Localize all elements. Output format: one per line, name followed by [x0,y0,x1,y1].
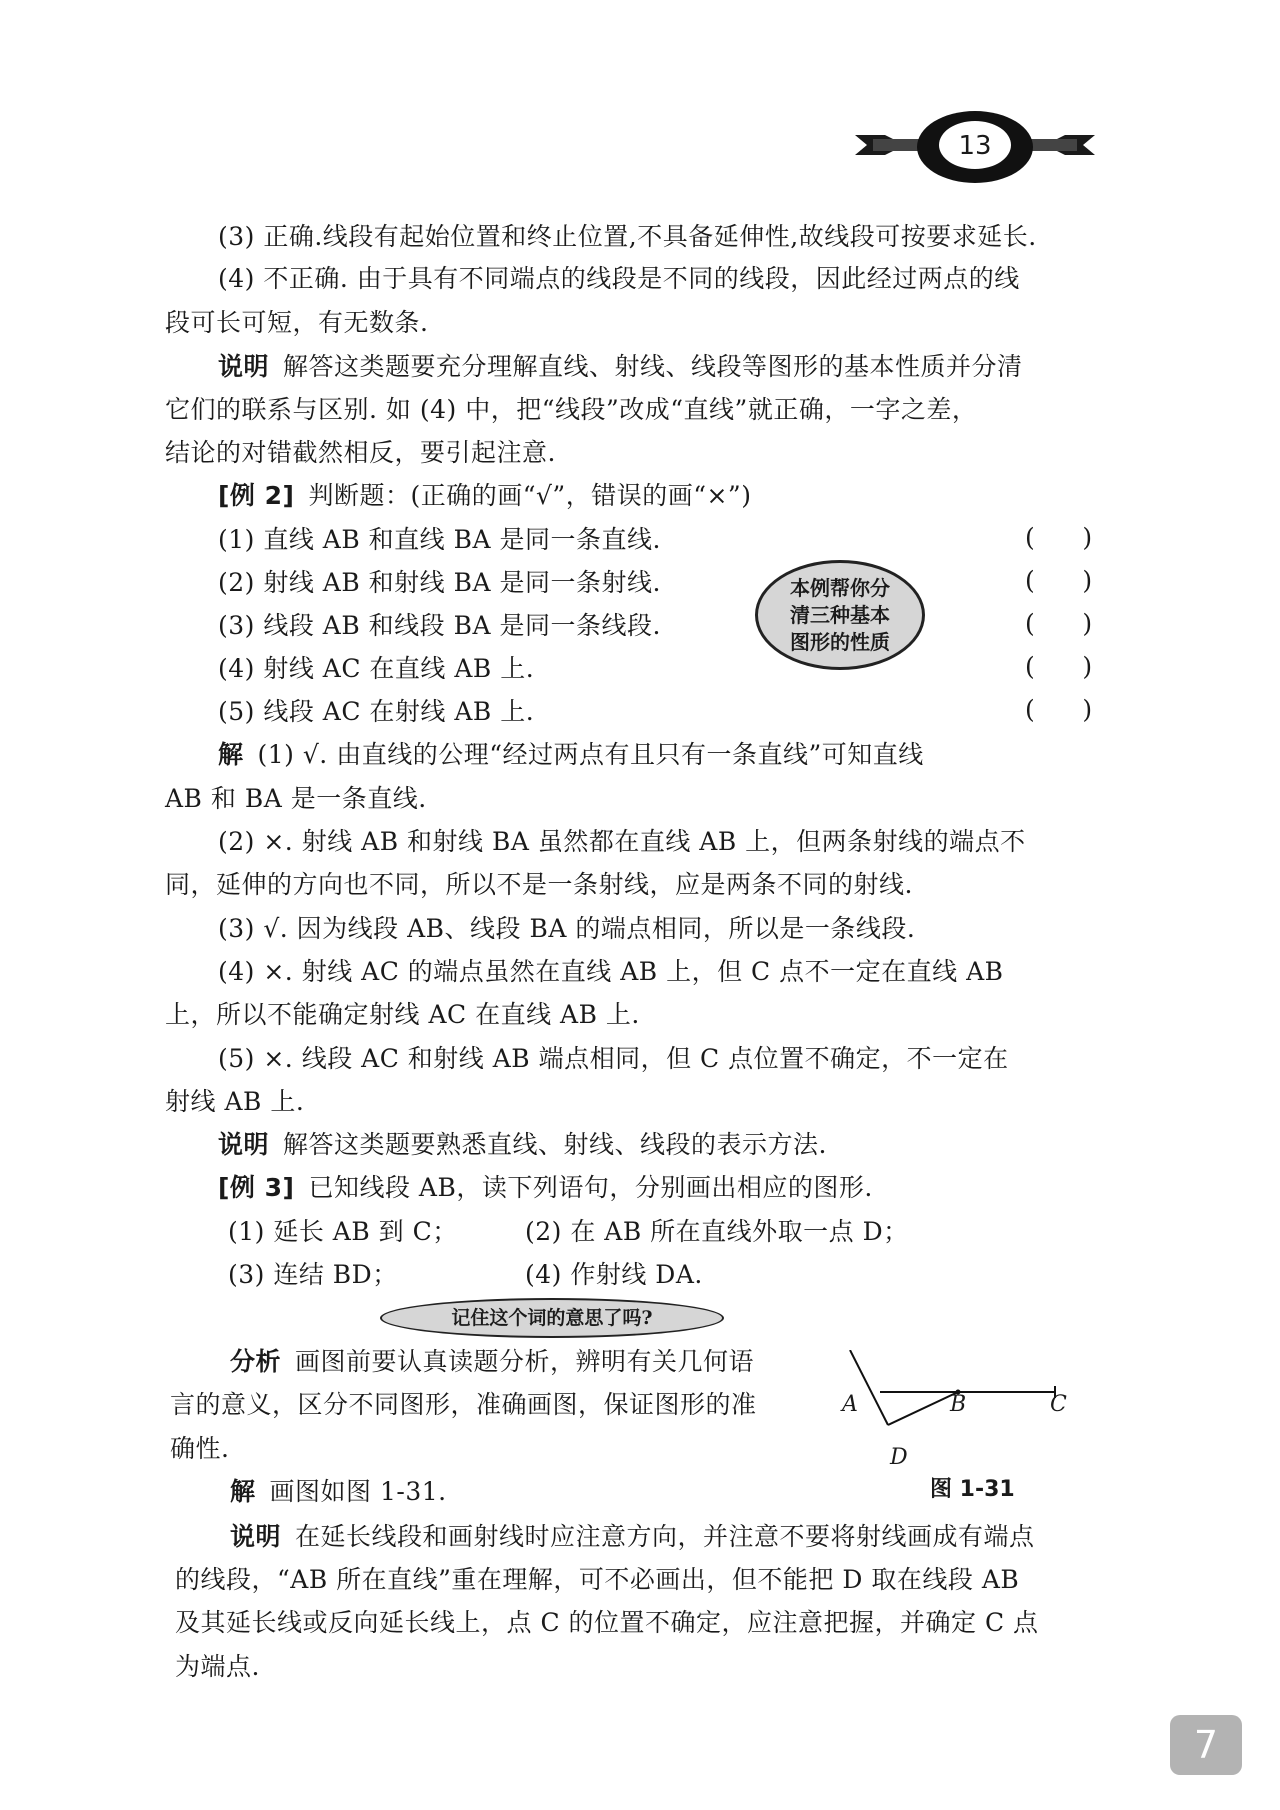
text-line: (2) ×. 射线 AB 和射线 BA 虽然都在直线 AB 上，但两条射线的端点不 [218,827,1026,856]
task-item: (3) 连结 BD； [228,1260,398,1289]
text-line: [例 2] 判断题：(正确的画“√”，错误的画“×”) [218,481,752,510]
text-line: 结论的对错截然相反，要引起注意. [165,438,556,467]
question-line: (5) 线段 AC 在射线 AB 上. [218,697,535,726]
text-line: 说明 在延长线段和画射线时应注意方向，并注意不要将射线画成有端点 [230,1522,1035,1551]
point-label-d: D [890,1445,908,1470]
text-line: (5) ×. 线段 AC 和射线 AB 端点相同，但 C 点位置不确定，不一定在 [218,1044,1009,1073]
text-line: 射线 AB 上. [165,1087,305,1116]
question-line: (4) 射线 AC 在直线 AB 上. [218,654,535,683]
point-label-a: A [842,1392,858,1417]
task-item: (4) 作射线 DA. [525,1260,703,1289]
answer-blank: ( ) [1025,566,1093,595]
figure-caption: 图 1-31 [930,1477,1015,1502]
tip-badge [755,560,925,670]
question-line: (3) 线段 AB 和线段 BA 是同一条线段. [218,611,661,640]
corner-page-badge [1170,1715,1242,1775]
text-line: (4) 不正确. 由于具有不同端点的线段是不同的线段，因此经过两点的线 [218,264,1020,293]
text-line: (3) √. 因为线段 AB、线段 BA 的端点相同，所以是一条线段. [218,914,916,943]
text-line: [例 3] 已知线段 AB，读下列语句，分别画出相应的图形. [218,1173,873,1202]
point-label-b: B [950,1392,967,1417]
text-line: AB 和 BA 是一条直线. [165,784,427,813]
text-line: 同，延伸的方向也不同，所以不是一条射线，应是两条不同的射线. [165,870,913,899]
tip-badge-line: 图形的性质 [790,630,890,654]
text-line: 的线段，“AB 所在直线”重在理解，可不必画出，但不能把 D 取在线段 AB [175,1565,1020,1594]
question-line: (1) 直线 AB 和直线 BA 是同一条直线. [218,525,661,554]
segment-bd [888,1392,958,1425]
text-line: 及其延长线或反向延长线上，点 C 的位置不确定，应注意把握，并确定 C 点 [175,1608,1039,1637]
text-line: 说明 解答这类题要充分理解直线、射线、线段等图形的基本性质并分清 [218,352,1023,381]
answer-blank: ( ) [1025,652,1093,681]
tip-badge-line: 清三种基本 [790,603,890,627]
tip-banner: 记住这个词的意思了吗? [380,1298,724,1338]
answer-blank: ( ) [1025,523,1093,552]
text-line: 上，所以不能确定射线 AC 在直线 AB 上. [165,1000,640,1029]
text-line: (3) 正确.线段有起始位置和终止位置,不具备延伸性,故线段可按要求延长. [218,222,1037,251]
task-item: (2) 在 AB 所在直线外取一点 D； [525,1217,909,1246]
point-label-c: C [1050,1392,1067,1417]
corner-page-number: 7 [1193,1723,1219,1767]
text-line: 为端点. [175,1652,260,1681]
tip-badge-line: 本例帮你分 [790,576,890,600]
text-line: 段可长可短，有无数条. [165,308,429,337]
task-item: (1) 延长 AB 到 C； [228,1217,458,1246]
text-line: 确性. [170,1434,230,1463]
page-number: 13 [958,131,992,161]
text-line: (4) ×. 射线 AC 的端点虽然在直线 AB 上，但 C 点不一定在直线 AB [218,957,1004,986]
answer-blank: ( ) [1025,695,1093,724]
text-line: 言的意义，区分不同图形，准确画图，保证图形的准 [170,1390,757,1419]
answer-blank: ( ) [1025,609,1093,638]
text-line: 解 画图如图 1-31. [230,1477,447,1506]
text-line: 分析 画图前要认真读题分析，辨明有关几何语 [230,1347,755,1376]
text-line: 它们的联系与区别. 如 (4) 中，把“线段”改成“直线”就正确，一字之差， [165,395,978,424]
text-line: 说明 解答这类题要熟悉直线、射线、线段的表示方法. [218,1130,827,1159]
text-line: 解 (1) √. 由直线的公理“经过两点有且只有一条直线”可知直线 [218,740,924,769]
question-line: (2) 射线 AB 和射线 BA 是同一条射线. [218,568,661,597]
